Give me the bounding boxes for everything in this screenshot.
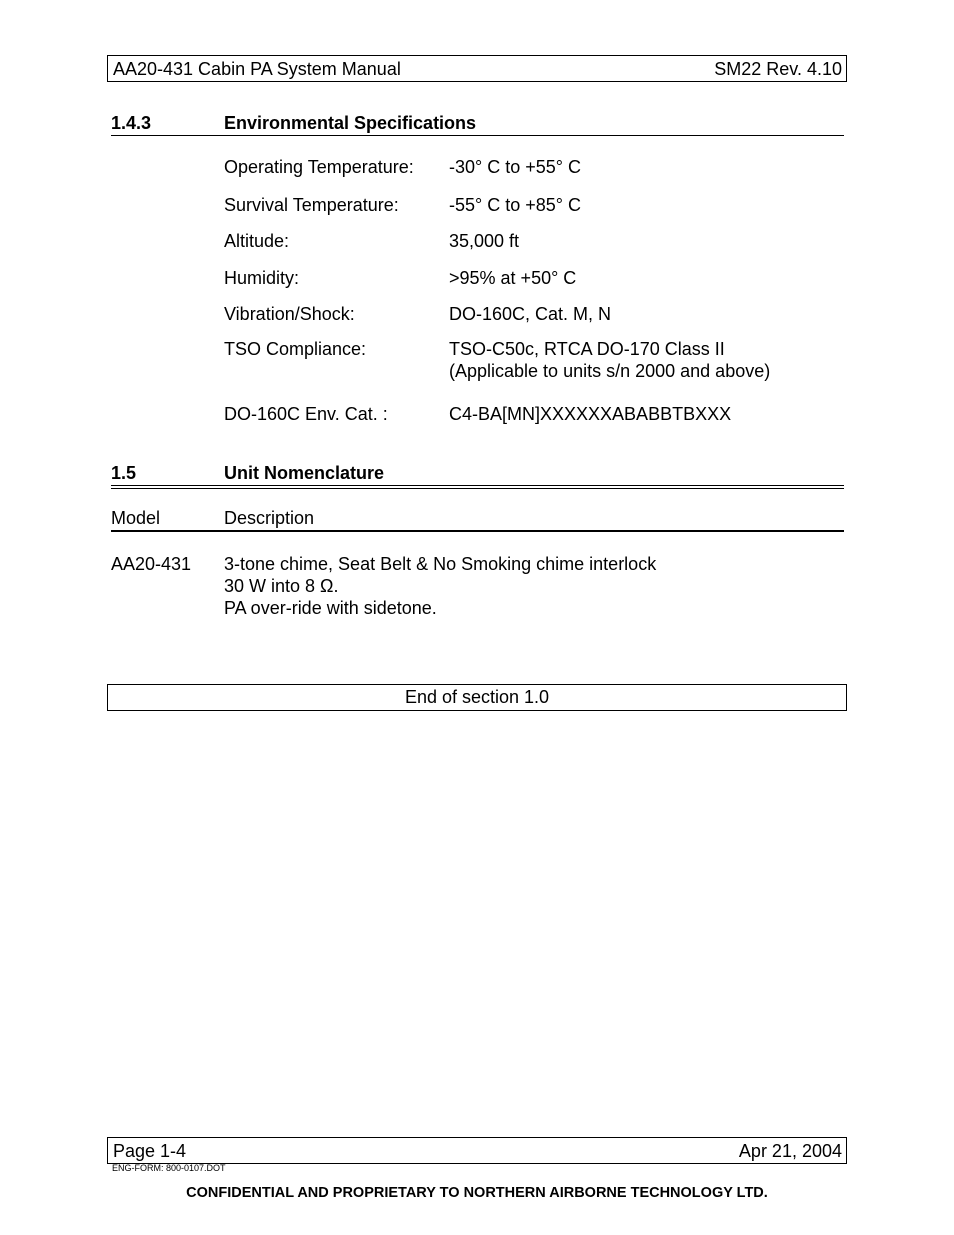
section-rule-double	[111, 485, 844, 489]
end-of-section-box	[107, 684, 847, 711]
manual-title: AA20-431 Cabin PA System Manual	[113, 59, 401, 79]
table-header-rule	[111, 530, 844, 532]
confidential-notice: CONFIDENTIAL AND PROPRIETARY TO NORTHERN AIRBORNE TECHNOLOGY LTD.	[186, 1185, 768, 1201]
spec-label: TSO Compliance:	[224, 339, 367, 359]
section-rule	[111, 135, 844, 136]
spec-value-note: (Applicable to units s/n 2000 and above)	[449, 361, 771, 381]
spec-value: 35,000 ft	[449, 231, 520, 251]
form-id: ENG-FORM: 800-0107.DOT	[112, 1163, 226, 1173]
section-title: Unit Nomenclature	[224, 463, 385, 483]
end-of-section-text: End of section 1.0	[404, 687, 550, 707]
section-number: 1.5	[111, 463, 137, 483]
revision-label: SM22 Rev. 4.10	[714, 59, 842, 79]
page-header	[107, 55, 847, 82]
spec-value: -55° C to +85° C	[449, 195, 581, 215]
column-header-description: Description	[224, 508, 315, 528]
page-footer	[107, 1137, 847, 1164]
spec-label: DO-160C Env. Cat. :	[224, 404, 388, 424]
spec-value: -30° C to +55° C	[449, 157, 581, 177]
spec-value: DO-160C, Cat. M, N	[449, 304, 612, 324]
spec-value: C4-BA[MN]XXXXXXABABBTBXXX	[449, 404, 732, 424]
section-title: Environmental Specifications	[224, 113, 477, 133]
description-line: 30 W into 8 Ω.	[224, 576, 339, 596]
description-line: 3-tone chime, Seat Belt & No Smoking chime interlock	[224, 554, 657, 574]
spec-label: Survival Temperature:	[224, 195, 399, 215]
page-number: Page 1-4	[113, 1141, 187, 1161]
section-number: 1.4.3	[111, 113, 152, 133]
footer-date: Apr 21, 2004	[738, 1141, 842, 1161]
description-line: PA over-ride with sidetone.	[224, 598, 437, 618]
spec-label: Humidity:	[224, 268, 300, 288]
model-cell: AA20-431	[111, 554, 192, 574]
spec-value: >95% at +50° C	[449, 268, 577, 288]
spec-label: Operating Temperature:	[224, 157, 414, 177]
column-header-model: Model	[111, 508, 161, 528]
spec-label: Vibration/Shock:	[224, 304, 355, 324]
spec-value: TSO-C50c, RTCA DO-170 Class II	[449, 339, 725, 359]
spec-label: Altitude:	[224, 231, 290, 251]
